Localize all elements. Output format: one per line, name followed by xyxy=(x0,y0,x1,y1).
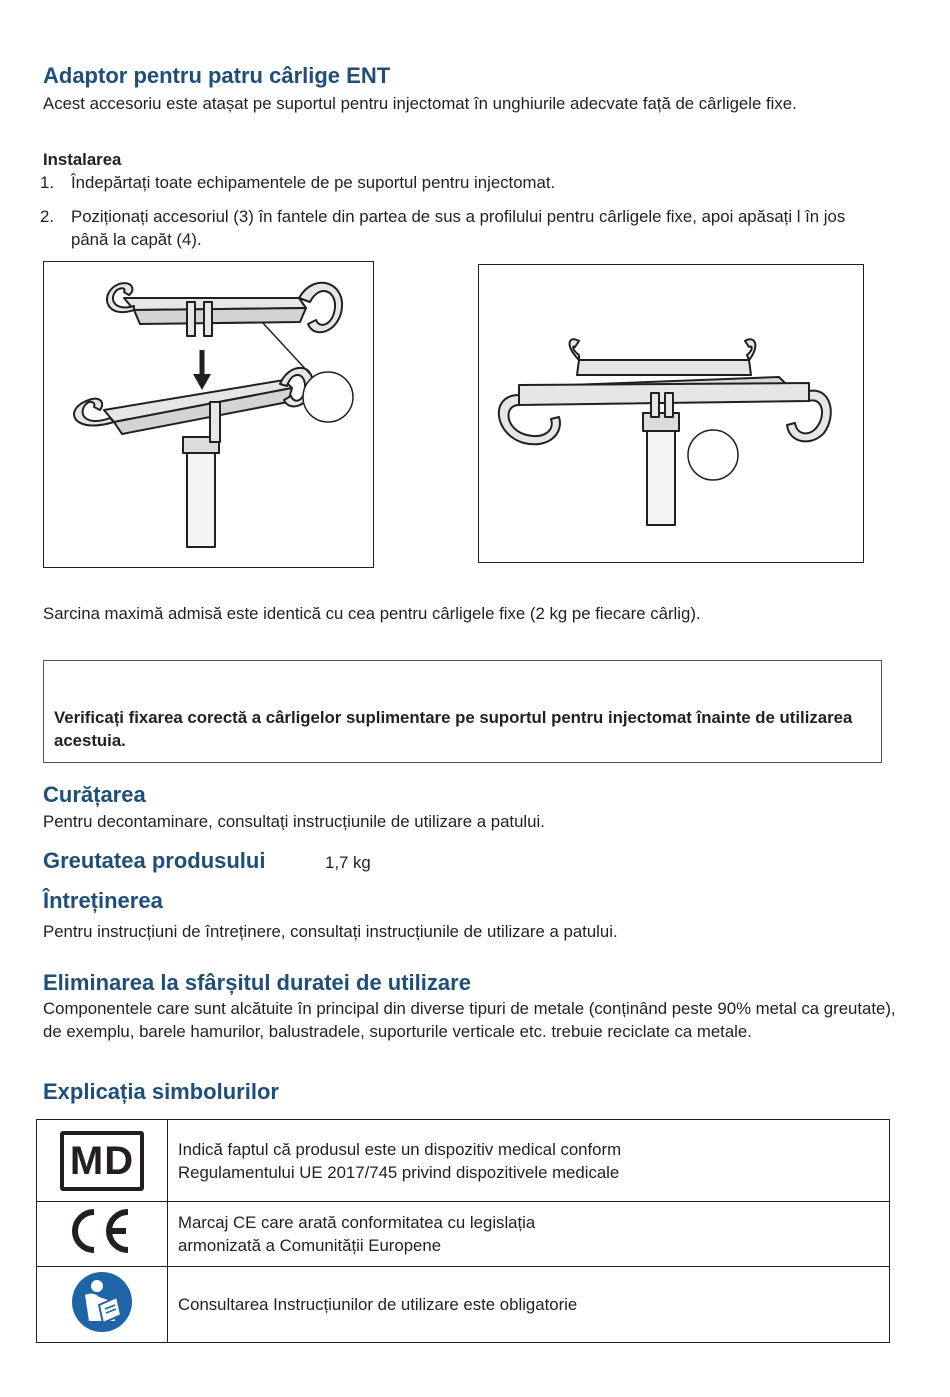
table-row xyxy=(37,1202,890,1267)
symbol-cell xyxy=(37,1267,168,1343)
figure-installed xyxy=(478,264,864,563)
symbol-cell xyxy=(37,1202,168,1267)
disposal-text: Componentele care sunt alcătuite în principal din diverse tipuri de metale (conținând peste 90% metal ca greutate), de exemplu, barele hamurilor, balustradele, suporturile verticale etc. trebuie reciclate ca metale. xyxy=(43,999,896,1041)
symbol-description xyxy=(168,1267,890,1343)
max-load-text: Sarcina maximă admisă este identică cu cea pentru cârligele fixe (2 kg pe fiecare cârlig). xyxy=(43,604,701,623)
symbol-cell xyxy=(37,1120,168,1202)
symbol-description xyxy=(168,1120,890,1202)
step-number: 1. xyxy=(40,173,54,192)
section-title-weight: Greutatea produsului xyxy=(43,848,266,873)
figure-insertion xyxy=(43,261,374,568)
hook-adaptor-installed-illustration xyxy=(479,265,863,562)
maintenance-text: Pentru instrucțiuni de întreținere, consultați instrucțiunile de utilizare a patului. xyxy=(43,922,618,941)
symbols-table xyxy=(36,1119,890,1343)
section-title-maintenance: Întreținerea xyxy=(43,888,163,913)
md-icon xyxy=(60,1131,144,1191)
adaptor-intro: Acest accesoriu este atașat pe suportul pentru injectomat în unghiurile adecvate față de cârligele fixe. xyxy=(43,94,797,113)
hook-adaptor-insertion-illustration xyxy=(44,262,373,567)
installation-heading: Instalarea xyxy=(43,150,122,169)
section-title-adaptor: Adaptor pentru patru cârlige ENT xyxy=(43,63,391,88)
symbol-desc-line: Consultarea Instrucțiunilor de utilizare este obligatorie xyxy=(178,1295,578,1314)
notice-text: Verificați fixarea corectă a cârligelor suplimentare pe suportul pentru injectomat înainte de utilizarea acestuia. xyxy=(54,708,853,750)
step-number: 2. xyxy=(40,207,54,226)
step-text: Îndepărtați toate echipamentele de pe suportul pentru injectomat. xyxy=(71,173,556,192)
step-text: Poziționați accesoriul (3) în fantele din partea de sus a profilului pentru cârligele fixe, apoi apăsați l în jos până la capăt (4). xyxy=(71,207,846,249)
ce-mark-icon xyxy=(70,1208,134,1254)
table-row xyxy=(37,1267,890,1343)
symbol-description xyxy=(168,1202,890,1267)
section-title-symbols: Explicația simbolurilor xyxy=(43,1079,279,1104)
symbol-desc-line: Indică faptul că produsul este un dispozitiv medical conform xyxy=(178,1139,622,1159)
symbol-desc-line: Marcaj CE care arată conformitatea cu legislația xyxy=(178,1213,536,1232)
section-title-cleaning: Curățarea xyxy=(43,782,146,807)
section-title-disposal: Eliminarea la sfârșitul duratei de utilizare xyxy=(43,970,471,995)
symbol-desc-line: armonizată a Comunității Europene xyxy=(178,1236,442,1255)
symbol-desc-line: Regulamentului UE 2017/745 privind dispozitivele medicale xyxy=(178,1162,620,1182)
weight-value: 1,7 kg xyxy=(325,853,371,872)
cleaning-text: Pentru decontaminare, consultați instrucțiunile de utilizare a patului. xyxy=(43,812,545,831)
md-glyph: MD xyxy=(69,1138,135,1183)
read-manual-icon xyxy=(71,1271,133,1333)
table-row xyxy=(37,1120,890,1202)
notice-box xyxy=(43,660,882,763)
